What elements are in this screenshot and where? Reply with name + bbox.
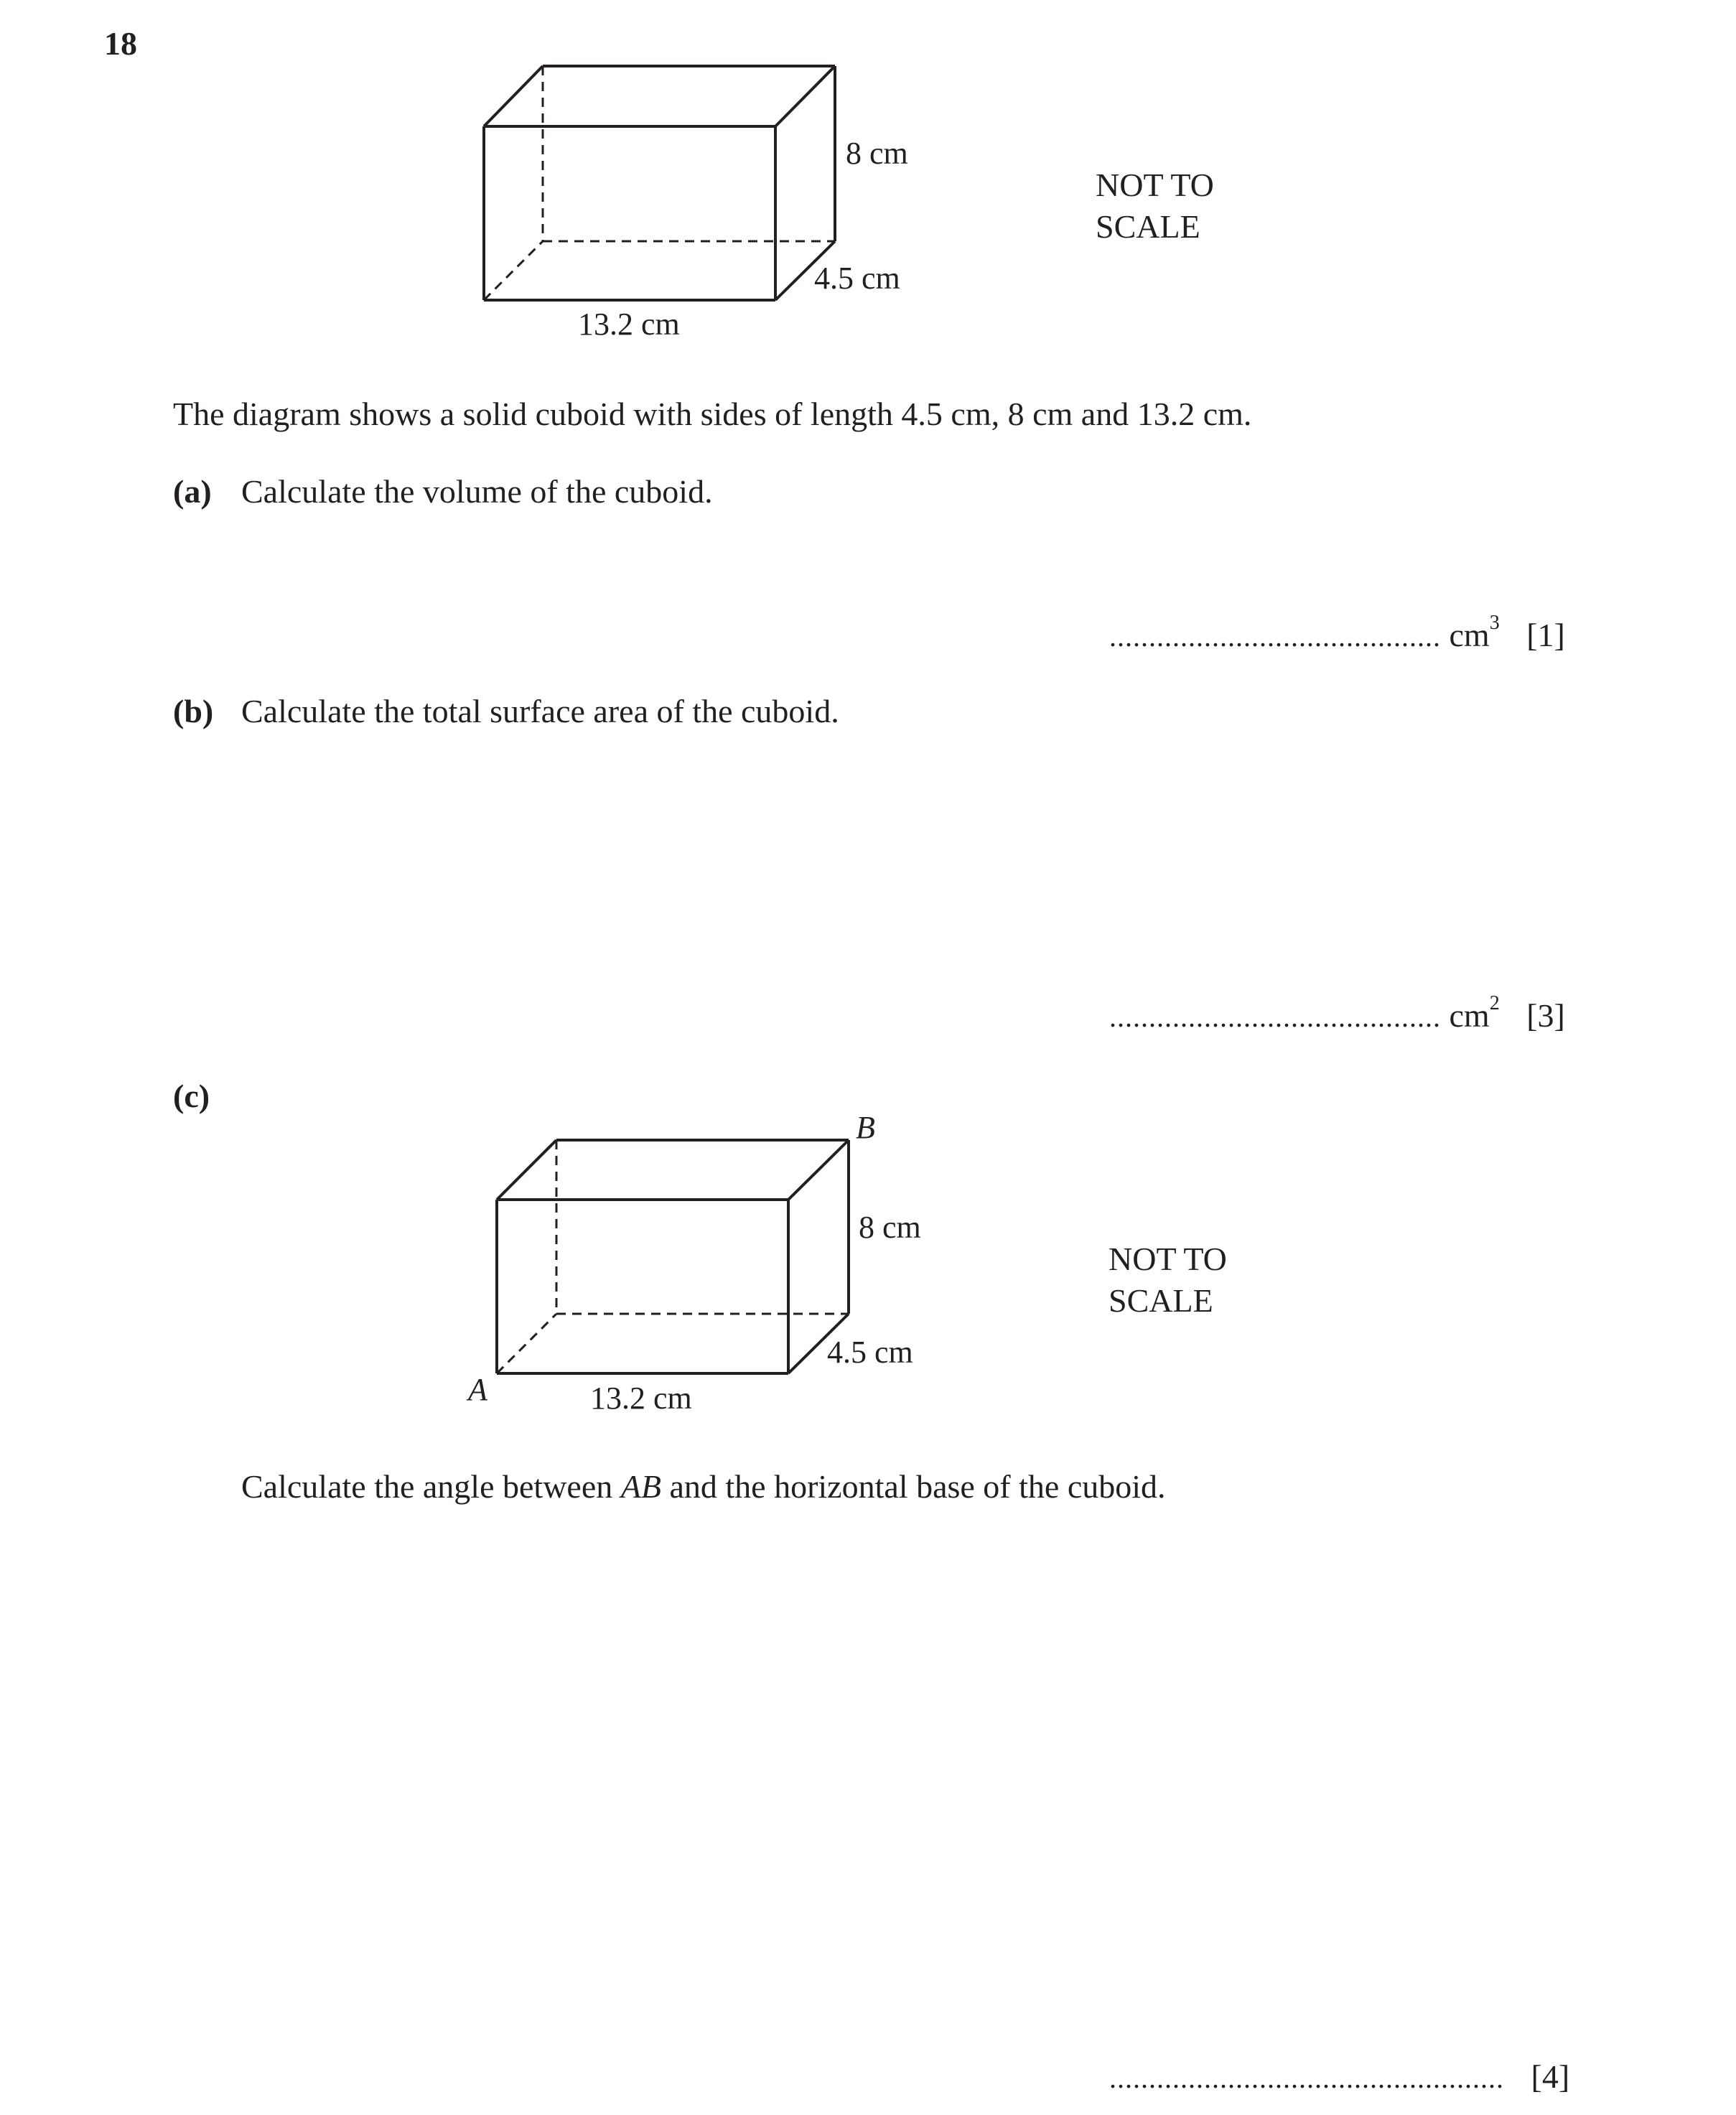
marks: [1] bbox=[1526, 617, 1565, 653]
marks: [3] bbox=[1526, 997, 1565, 1034]
depth-label-1: 4.5 cm bbox=[814, 261, 900, 296]
answer-dots: .......................................... bbox=[1109, 620, 1441, 653]
part-b-text: Calculate the total surface area of the cuboid. bbox=[241, 693, 839, 729]
part-a-text: Calculate the volume of the cuboid. bbox=[241, 473, 713, 510]
part-c-answer-line bbox=[1109, 2058, 1569, 2096]
part-b-answer-line bbox=[1109, 992, 1565, 1035]
part-c-text-before: Calculate the angle between bbox=[241, 1468, 621, 1505]
point-b-label: B bbox=[856, 1110, 875, 1145]
answer-dots: .......................................... bbox=[1109, 1001, 1441, 1033]
question-number: 18 bbox=[104, 25, 137, 62]
hidden-bottom-left-depth-edge bbox=[497, 1314, 556, 1373]
top-left-depth-edge bbox=[484, 66, 543, 126]
not-to-scale-2 bbox=[1109, 1238, 1227, 1322]
height-label-2: 8 cm bbox=[859, 1210, 921, 1245]
unit: cm bbox=[1449, 997, 1490, 1034]
part-a-label: (a) bbox=[173, 473, 212, 510]
not-to-scale-1 bbox=[1096, 164, 1214, 248]
unit: cm bbox=[1449, 617, 1490, 653]
part-c-text-ab: AB bbox=[620, 1468, 661, 1505]
length-label-2: 13.2 cm bbox=[590, 1381, 692, 1416]
top-left-depth-edge bbox=[497, 1140, 556, 1200]
answer-dots: .................................................. bbox=[1109, 2062, 1504, 2094]
part-c-text bbox=[241, 1467, 1166, 1505]
not-to-scale-line2: SCALE bbox=[1096, 208, 1200, 245]
unit-power: 3 bbox=[1489, 612, 1500, 634]
cuboid-diagram-1 bbox=[0, 0, 1736, 373]
part-a-answer-line bbox=[1109, 612, 1565, 654]
hidden-bottom-left-depth-edge bbox=[484, 241, 543, 300]
not-to-scale-line2: SCALE bbox=[1109, 1282, 1213, 1319]
marks: [4] bbox=[1531, 2058, 1570, 2095]
part-c-label: (c) bbox=[173, 1078, 210, 1114]
depth-label-2: 4.5 cm bbox=[827, 1335, 913, 1370]
part-c-text-after: and the horizontal base of the cuboid. bbox=[661, 1468, 1166, 1505]
not-to-scale-line1: NOT TO bbox=[1096, 167, 1214, 203]
not-to-scale-line1: NOT TO bbox=[1109, 1241, 1227, 1277]
question-intro: The diagram shows a solid cuboid with sides of length 4.5 cm, 8 cm and 13.2 cm. bbox=[173, 396, 1252, 432]
part-b-label: (b) bbox=[173, 693, 214, 729]
unit-power: 2 bbox=[1489, 992, 1500, 1014]
height-label-1: 8 cm bbox=[846, 136, 908, 171]
top-right-depth-edge bbox=[788, 1140, 849, 1200]
length-label-1: 13.2 cm bbox=[578, 307, 680, 342]
point-a-label: A bbox=[468, 1372, 487, 1407]
top-right-depth-edge bbox=[775, 66, 835, 126]
